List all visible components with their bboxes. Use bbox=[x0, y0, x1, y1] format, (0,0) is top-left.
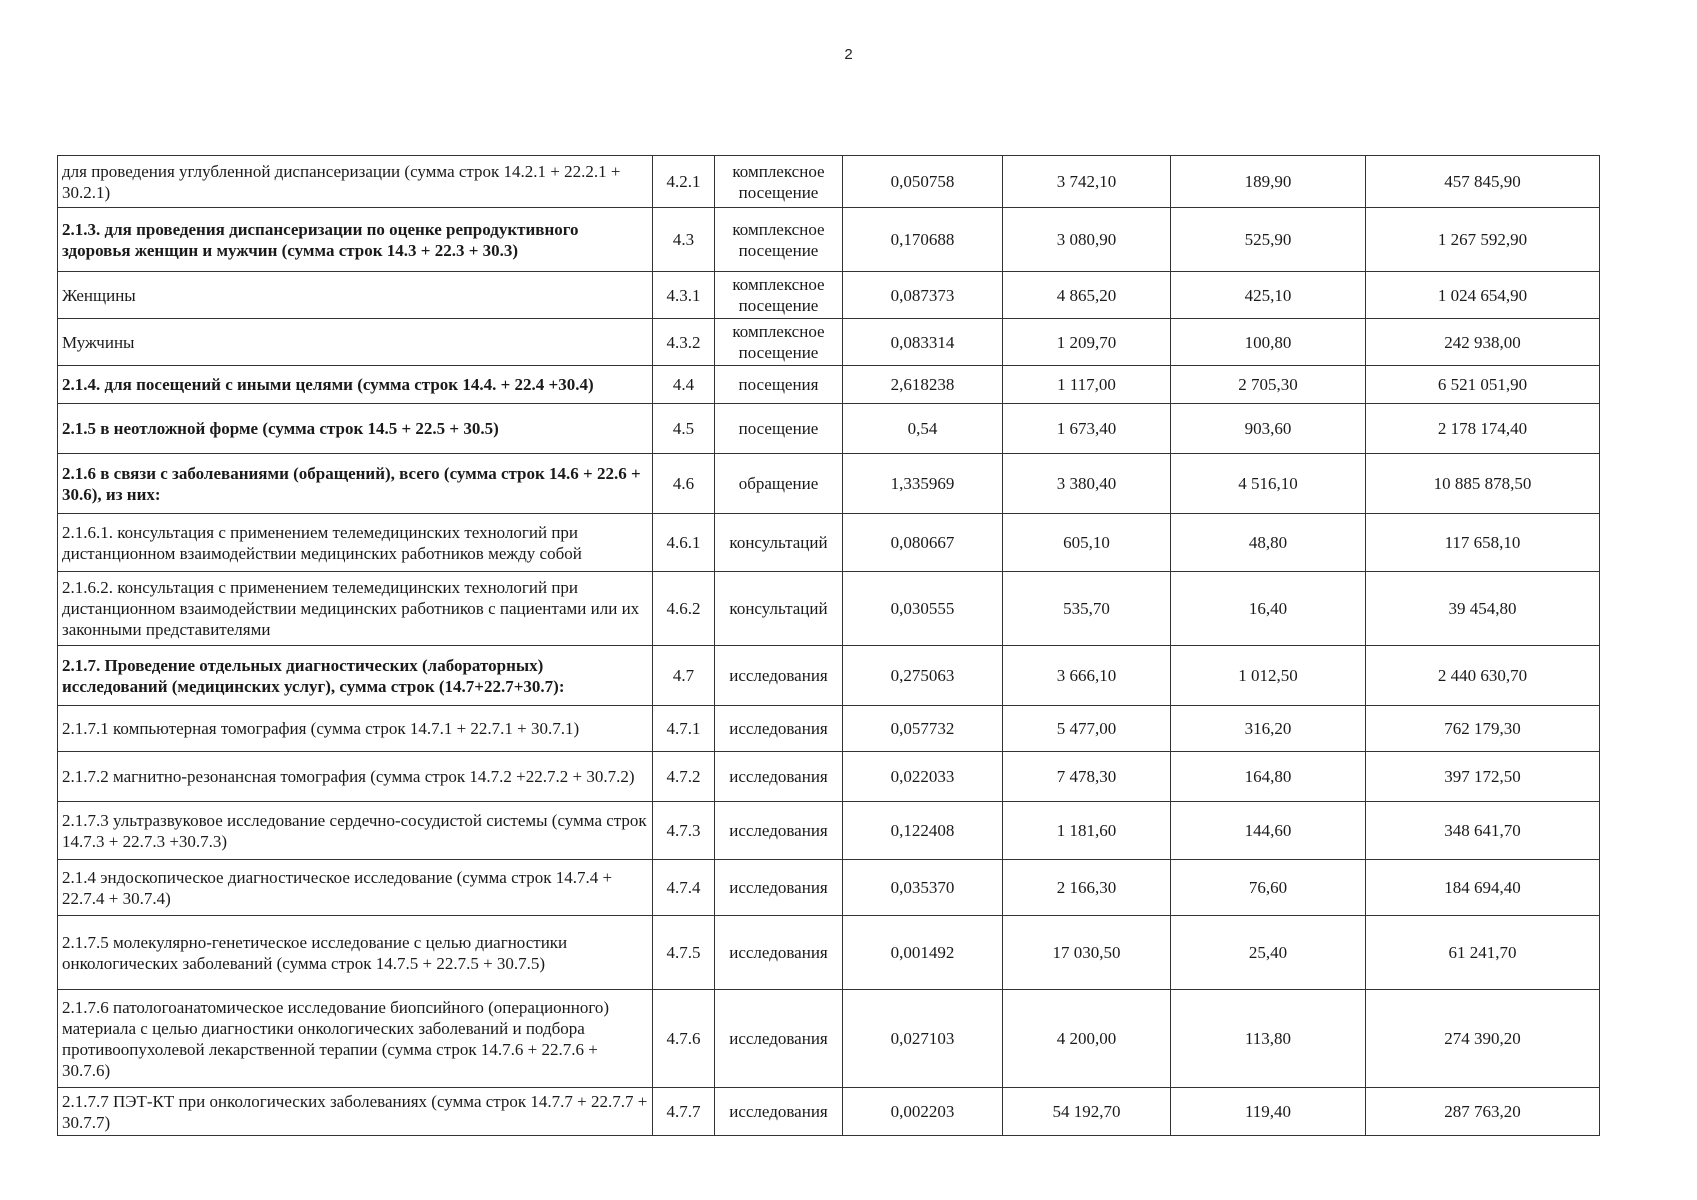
row-name: 2.1.6.1. консультация с применением телемедицинских технологий при дистанционном взаимодействии медицинских работников между собой bbox=[58, 514, 653, 572]
row-name: 2.1.7. Проведение отдельных диагностических (лабораторных) исследований (медицинских услуг), сумма строк (14.7+22.7+30.7): bbox=[58, 646, 653, 706]
row-unit: исследования bbox=[715, 860, 843, 916]
row-value-2: 1 673,40 bbox=[1003, 404, 1171, 454]
row-value-4: 287 763,20 bbox=[1366, 1088, 1600, 1136]
row-unit: исследования bbox=[715, 646, 843, 706]
table-row bbox=[58, 319, 1600, 366]
row-value-4: 39 454,80 bbox=[1366, 572, 1600, 646]
row-name: 2.1.5 в неотложной форме (сумма строк 14.5 + 22.5 + 30.5) bbox=[58, 404, 653, 454]
row-value-4: 2 178 174,40 bbox=[1366, 404, 1600, 454]
table-row bbox=[58, 366, 1600, 404]
row-code: 4.7 bbox=[653, 646, 715, 706]
row-value-3: 4 516,10 bbox=[1171, 454, 1366, 514]
row-value-2: 7 478,30 bbox=[1003, 752, 1171, 802]
row-value-3: 903,60 bbox=[1171, 404, 1366, 454]
row-value-4: 274 390,20 bbox=[1366, 990, 1600, 1088]
row-unit: исследования bbox=[715, 990, 843, 1088]
row-value-4: 2 440 630,70 bbox=[1366, 646, 1600, 706]
row-unit: комплексное посещение bbox=[715, 208, 843, 272]
row-unit: посещение bbox=[715, 404, 843, 454]
row-value-3: 48,80 bbox=[1171, 514, 1366, 572]
row-code: 4.7.2 bbox=[653, 752, 715, 802]
row-value-3: 525,90 bbox=[1171, 208, 1366, 272]
row-code: 4.3.2 bbox=[653, 319, 715, 366]
table-row bbox=[58, 1088, 1600, 1136]
row-value-4: 6 521 051,90 bbox=[1366, 366, 1600, 404]
row-code: 4.7.7 bbox=[653, 1088, 715, 1136]
row-value-3: 76,60 bbox=[1171, 860, 1366, 916]
row-value-4: 1 024 654,90 bbox=[1366, 272, 1600, 319]
row-value-3: 164,80 bbox=[1171, 752, 1366, 802]
row-value-2: 17 030,50 bbox=[1003, 916, 1171, 990]
row-unit: комплексное посещение bbox=[715, 156, 843, 208]
table-row bbox=[58, 752, 1600, 802]
row-value-1: 0,002203 bbox=[843, 1088, 1003, 1136]
table-row bbox=[58, 706, 1600, 752]
row-value-1: 0,080667 bbox=[843, 514, 1003, 572]
table-row bbox=[58, 514, 1600, 572]
row-value-2: 605,10 bbox=[1003, 514, 1171, 572]
row-unit: исследования bbox=[715, 802, 843, 860]
row-value-4: 61 241,70 bbox=[1366, 916, 1600, 990]
row-value-3: 100,80 bbox=[1171, 319, 1366, 366]
row-value-4: 397 172,50 bbox=[1366, 752, 1600, 802]
row-code: 4.4 bbox=[653, 366, 715, 404]
row-name: 2.1.4 эндоскопическое диагностическое исследование (сумма строк 14.7.4 + 22.7.4 + 30.7.4) bbox=[58, 860, 653, 916]
row-value-2: 4 200,00 bbox=[1003, 990, 1171, 1088]
row-value-1: 0,001492 bbox=[843, 916, 1003, 990]
row-value-3: 119,40 bbox=[1171, 1088, 1366, 1136]
row-value-1: 0,122408 bbox=[843, 802, 1003, 860]
row-unit: комплексное посещение bbox=[715, 272, 843, 319]
row-value-3: 25,40 bbox=[1171, 916, 1366, 990]
row-value-3: 144,60 bbox=[1171, 802, 1366, 860]
row-name: 2.1.3. для проведения диспансеризации по оценке репродуктивного здоровья женщин и мужчин (сумма строк 14.3 + 22.3 + 30.3) bbox=[58, 208, 653, 272]
row-value-1: 0,275063 bbox=[843, 646, 1003, 706]
table-row bbox=[58, 990, 1600, 1088]
row-value-4: 184 694,40 bbox=[1366, 860, 1600, 916]
row-value-4: 117 658,10 bbox=[1366, 514, 1600, 572]
row-code: 4.6.1 bbox=[653, 514, 715, 572]
page-number: 2 bbox=[844, 46, 853, 63]
row-name: 2.1.7.1 компьютерная томография (сумма строк 14.7.1 + 22.7.1 + 30.7.1) bbox=[58, 706, 653, 752]
row-value-2: 5 477,00 bbox=[1003, 706, 1171, 752]
row-name: 2.1.6 в связи с заболеваниями (обращений), всего (сумма строк 14.6 + 22.6 + 30.6), из них: bbox=[58, 454, 653, 514]
row-value-3: 425,10 bbox=[1171, 272, 1366, 319]
table-row bbox=[58, 646, 1600, 706]
row-name: 2.1.7.6 патологоанатомическое исследование биопсийного (операционного) материала с целью диагностики онкологических заболеваний и подбора противоопухолевой лекарственной терапии (сумма строк 14.7.6 + 22.7.6 + 30.7.6) bbox=[58, 990, 653, 1088]
row-unit: исследования bbox=[715, 1088, 843, 1136]
row-value-2: 1 117,00 bbox=[1003, 366, 1171, 404]
row-name: 2.1.7.7 ПЭТ-КТ при онкологических заболеваниях (сумма строк 14.7.7 + 22.7.7 + 30.7.7) bbox=[58, 1088, 653, 1136]
row-value-2: 3 742,10 bbox=[1003, 156, 1171, 208]
row-name: для проведения углубленной диспансеризации (сумма строк 14.2.1 + 22.2.1 + 30.2.1) bbox=[58, 156, 653, 208]
row-name: 2.1.7.3 ультразвуковое исследование сердечно-сосудистой системы (сумма строк 14.7.3 + 22.7.3 +30.7.3) bbox=[58, 802, 653, 860]
row-name: 2.1.7.5 молекулярно-генетическое исследование с целью диагностики онкологических заболеваний (сумма строк 14.7.5 + 22.7.5 + 30.7.5) bbox=[58, 916, 653, 990]
row-name: Мужчины bbox=[58, 319, 653, 366]
table-row bbox=[58, 572, 1600, 646]
row-value-1: 1,335969 bbox=[843, 454, 1003, 514]
row-value-3: 316,20 bbox=[1171, 706, 1366, 752]
row-unit: исследования bbox=[715, 916, 843, 990]
table-row bbox=[58, 916, 1600, 990]
row-name: 2.1.4. для посещений с иными целями (сумма строк 14.4. + 22.4 +30.4) bbox=[58, 366, 653, 404]
table-row bbox=[58, 208, 1600, 272]
row-value-2: 4 865,20 bbox=[1003, 272, 1171, 319]
table-row bbox=[58, 404, 1600, 454]
row-value-3: 113,80 bbox=[1171, 990, 1366, 1088]
row-value-2: 3 666,10 bbox=[1003, 646, 1171, 706]
row-code: 4.7.3 bbox=[653, 802, 715, 860]
row-value-3: 1 012,50 bbox=[1171, 646, 1366, 706]
row-name: 2.1.6.2. консультация с применением телемедицинских технологий при дистанционном взаимодействии медицинских работников с пациентами или их законными представителями bbox=[58, 572, 653, 646]
row-value-1: 2,618238 bbox=[843, 366, 1003, 404]
row-value-1: 0,54 bbox=[843, 404, 1003, 454]
table-body bbox=[58, 156, 1600, 1136]
row-value-1: 0,087373 bbox=[843, 272, 1003, 319]
table-row bbox=[58, 454, 1600, 514]
row-value-3: 2 705,30 bbox=[1171, 366, 1366, 404]
row-unit: исследования bbox=[715, 752, 843, 802]
row-value-4: 1 267 592,90 bbox=[1366, 208, 1600, 272]
table-row bbox=[58, 860, 1600, 916]
row-code: 4.6 bbox=[653, 454, 715, 514]
row-code: 4.7.1 bbox=[653, 706, 715, 752]
row-code: 4.3 bbox=[653, 208, 715, 272]
row-value-4: 457 845,90 bbox=[1366, 156, 1600, 208]
row-value-3: 16,40 bbox=[1171, 572, 1366, 646]
data-table bbox=[57, 155, 1600, 1136]
row-value-1: 0,030555 bbox=[843, 572, 1003, 646]
row-unit: обращение bbox=[715, 454, 843, 514]
row-unit: консультаций bbox=[715, 572, 843, 646]
row-value-4: 242 938,00 bbox=[1366, 319, 1600, 366]
row-value-1: 0,170688 bbox=[843, 208, 1003, 272]
row-value-2: 2 166,30 bbox=[1003, 860, 1171, 916]
row-unit: исследования bbox=[715, 706, 843, 752]
row-value-1: 0,035370 bbox=[843, 860, 1003, 916]
table-row bbox=[58, 272, 1600, 319]
row-value-1: 0,083314 bbox=[843, 319, 1003, 366]
row-code: 4.2.1 bbox=[653, 156, 715, 208]
row-value-2: 54 192,70 bbox=[1003, 1088, 1171, 1136]
row-unit: посещения bbox=[715, 366, 843, 404]
row-value-2: 3 080,90 bbox=[1003, 208, 1171, 272]
row-code: 4.5 bbox=[653, 404, 715, 454]
row-value-1: 0,027103 bbox=[843, 990, 1003, 1088]
table-row bbox=[58, 802, 1600, 860]
row-code: 4.7.5 bbox=[653, 916, 715, 990]
row-value-1: 0,057732 bbox=[843, 706, 1003, 752]
row-code: 4.3.1 bbox=[653, 272, 715, 319]
row-value-1: 0,022033 bbox=[843, 752, 1003, 802]
row-code: 4.6.2 bbox=[653, 572, 715, 646]
row-name: 2.1.7.2 магнитно-резонансная томография (сумма строк 14.7.2 +22.7.2 + 30.7.2) bbox=[58, 752, 653, 802]
row-value-2: 535,70 bbox=[1003, 572, 1171, 646]
row-value-2: 3 380,40 bbox=[1003, 454, 1171, 514]
table-row bbox=[58, 156, 1600, 208]
row-value-2: 1 181,60 bbox=[1003, 802, 1171, 860]
row-code: 4.7.6 bbox=[653, 990, 715, 1088]
row-value-1: 0,050758 bbox=[843, 156, 1003, 208]
row-value-4: 348 641,70 bbox=[1366, 802, 1600, 860]
row-unit: комплексное посещение bbox=[715, 319, 843, 366]
row-unit: консультаций bbox=[715, 514, 843, 572]
row-code: 4.7.4 bbox=[653, 860, 715, 916]
row-value-4: 762 179,30 bbox=[1366, 706, 1600, 752]
row-value-4: 10 885 878,50 bbox=[1366, 454, 1600, 514]
row-value-2: 1 209,70 bbox=[1003, 319, 1171, 366]
row-value-3: 189,90 bbox=[1171, 156, 1366, 208]
row-name: Женщины bbox=[58, 272, 653, 319]
